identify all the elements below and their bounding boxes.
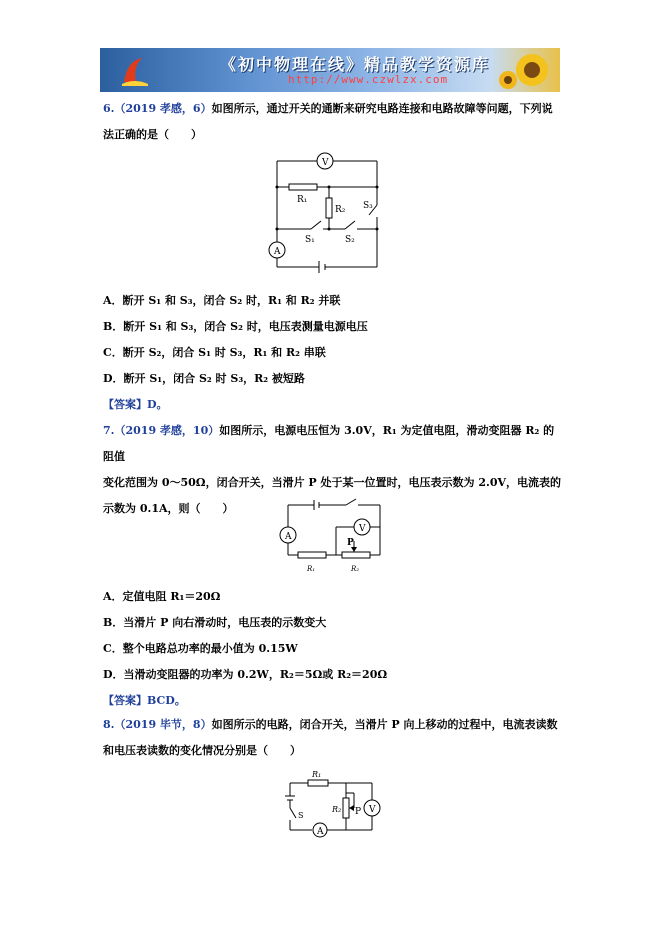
question-stem: 和电压表读数的变化情况分别是（ ） — [103, 744, 301, 757]
option-b: B．断开 S₁ 和 S₃，闭合 S₂ 时，电压表测量电源电压 — [103, 320, 368, 333]
answer: 【答案】BCD。 — [103, 694, 186, 707]
s2-label: S₂ — [345, 235, 355, 245]
ammeter-label: A — [317, 827, 324, 837]
option-b: B．当滑片 P 向右滑动时，电压表的示数变大 — [103, 616, 327, 629]
question-number: 8.（2019 毕节，8） — [103, 718, 212, 731]
slider-p-label: P — [355, 807, 362, 817]
voltmeter-label: V — [322, 158, 329, 168]
r1-label: R₁ — [297, 195, 308, 205]
ammeter-label: A — [285, 532, 292, 542]
circuit-diagram-q8 — [280, 768, 385, 840]
question-stem: 法正确的是（ ） — [103, 128, 202, 141]
ammeter-label: A — [274, 247, 281, 257]
question-stem: 如图所示，电源电压恒为 3.0V，R₁ 为定值电阻，滑动变阻器 R₂ 的阻值 — [103, 424, 555, 463]
voltmeter-label: V — [359, 524, 366, 534]
switch-s-label: S — [298, 811, 304, 820]
r1-label: R₁ — [312, 770, 322, 779]
banner-title: 《初中物理在线》精品教学资源库 — [220, 55, 491, 74]
sunflower-icon — [496, 50, 556, 90]
header-banner — [100, 48, 560, 92]
s1-label: S₁ — [305, 235, 315, 245]
question-stem: 示数为 0.1A，则（ ） — [103, 502, 234, 515]
circuit-diagram-q6 — [265, 150, 390, 274]
answer: 【答案】D。 — [103, 398, 168, 411]
option-d: D．当滑动变阻器的功率为 0.2W，R₂＝5Ω或 R₂＝20Ω — [103, 668, 388, 681]
question-stem: 如图所示的电路，闭合开关，当滑片 P 向上移动的过程中，电流表读数 — [211, 718, 558, 731]
option-a: A．断开 S₁ 和 S₃，闭合 S₂ 时，R₁ 和 R₂ 并联 — [103, 294, 341, 307]
question-number: 7.（2019 孝感，10） — [103, 424, 220, 437]
question-stem: 如图所示，通过开关的通断来研究电路连接和电路故障等问题，下列说 — [211, 102, 553, 115]
r2-label: R₂ — [332, 805, 342, 814]
option-c: C．断开 S₂，闭合 S₁ 时 S₃，R₁ 和 R₂ 串联 — [103, 346, 326, 359]
question-number: 6.（2019 孝感，6） — [103, 102, 212, 115]
r2-label: R₂ — [351, 565, 360, 573]
r1-label: R₁ — [307, 565, 316, 573]
circuit-diagram-q7 — [274, 497, 394, 577]
logo-icon — [118, 54, 152, 88]
r2-label: R₂ — [335, 205, 346, 215]
voltmeter-label: V — [369, 805, 376, 815]
question-8 — [103, 712, 563, 764]
s3-label: S₃ — [363, 201, 373, 211]
question-stem: 变化范围为 0～50Ω，闭合开关，当滑片 P 处于某一位置时，电压表示数为 2.0V，电流表的 — [103, 476, 562, 489]
question-6 — [103, 96, 563, 148]
slider-p-label: P — [347, 538, 354, 548]
banner-url[interactable]: http://www.czwlzx.com — [288, 73, 449, 86]
option-d: D．断开 S₁，闭合 S₂ 时 S₃，R₂ 被短路 — [103, 372, 305, 385]
option-c: C．整个电路总功率的最小值为 0.15W — [103, 642, 298, 655]
option-a: A．定值电阻 R₁＝20Ω — [103, 590, 221, 603]
